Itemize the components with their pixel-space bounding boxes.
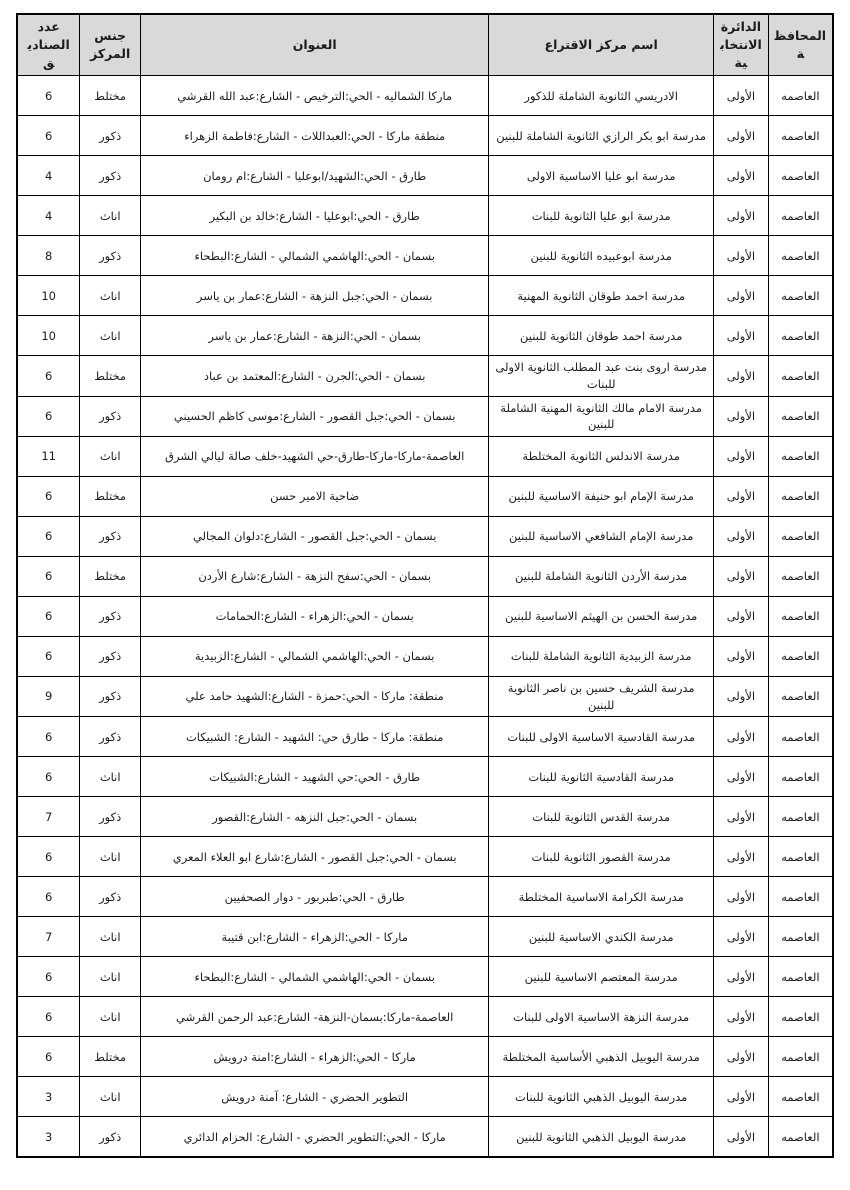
cell-boxes: 6 [17, 997, 80, 1037]
cell-address: بسمان - الحي:جبل القصور - الشارع:دلوان المجالي [141, 517, 489, 557]
cell-gender: ذكور [80, 396, 141, 436]
cell-center-name: مدرسة احمد طوقان الثانوية المهنية [489, 276, 714, 316]
cell-gender: اناث [80, 917, 141, 957]
cell-address: طارق - الحي:طبربور - دوار الصحفيين [141, 877, 489, 917]
cell-gender: مختلط [80, 477, 141, 517]
cell-gender: اناث [80, 837, 141, 877]
cell-address: العاصمة-ماركا-ماركا-طارق-حي الشهيد-خلف صالة ليالي الشرق [141, 437, 489, 477]
cell-center-name: الادريسي الثانوية الشاملة للذكور [489, 76, 714, 116]
cell-boxes: 7 [17, 797, 80, 837]
cell-boxes: 10 [17, 316, 80, 356]
cell-district: الأولى [714, 757, 769, 797]
cell-governorate: العاصمه [768, 116, 833, 156]
cell-center-name: مدرسة الكندي الاساسية للبنين [489, 917, 714, 957]
cell-district: الأولى [714, 557, 769, 597]
cell-governorate: العاصمه [768, 156, 833, 196]
table-row [17, 156, 833, 196]
cell-governorate: العاصمه [768, 597, 833, 637]
cell-governorate: العاصمه [768, 356, 833, 396]
cell-center-name: مدرسة الأردن الثانوية الشاملة للبنين [489, 557, 714, 597]
cell-gender: اناث [80, 757, 141, 797]
cell-gender: اناث [80, 276, 141, 316]
cell-governorate: العاصمه [768, 757, 833, 797]
cell-district: الأولى [714, 316, 769, 356]
cell-governorate: العاصمه [768, 196, 833, 236]
cell-district: الأولى [714, 396, 769, 436]
cell-district: الأولى [714, 437, 769, 477]
cell-district: الأولى [714, 837, 769, 877]
polling-centers-table [16, 13, 834, 1158]
cell-governorate: العاصمه [768, 917, 833, 957]
table-row [17, 877, 833, 917]
cell-district: الأولى [714, 997, 769, 1037]
header-row [17, 14, 833, 76]
cell-gender: ذكور [80, 637, 141, 677]
cell-gender: اناث [80, 196, 141, 236]
cell-address: منطقة: ماركا - طارق حي: الشهيد - الشارع: الشبيكات [141, 717, 489, 757]
cell-district: الأولى [714, 236, 769, 276]
cell-district: الأولى [714, 196, 769, 236]
cell-district: الأولى [714, 677, 769, 717]
cell-boxes: 6 [17, 116, 80, 156]
cell-address: بسمان - الحي:جبل القصور - الشارع:موسى كاظم الحسيني [141, 396, 489, 436]
column-header-address: العنوان [141, 14, 489, 76]
cell-center-name: مدرسة اليوبيل الذهبي الأساسية المختلطة [489, 1037, 714, 1077]
cell-address: بسمان - الحي:جبل النزهة - الشارع:عمار بن ياسر [141, 276, 489, 316]
table-row [17, 196, 833, 236]
cell-address: طارق - الحي:حي الشهيد - الشارع:الشبيكات [141, 757, 489, 797]
cell-center-name: مدرسة الإمام الشافعي الاساسية للبنين [489, 517, 714, 557]
column-header-boxes: عدد الصناديق [17, 14, 80, 76]
table-row [17, 1037, 833, 1077]
cell-gender: اناث [80, 997, 141, 1037]
cell-address: العاصمة-ماركا:بسمان-النزهة- الشارع:عبد الرحمن القرشي [141, 997, 489, 1037]
cell-address: التطوير الحضري - الشارع: آمنة درويش [141, 1077, 489, 1117]
cell-center-name: مدرسة اروى بنت عبد المطلب الثانوية الاولى للبنات [489, 356, 714, 396]
table-row [17, 477, 833, 517]
cell-center-name: مدرسة ابو بكر الرازي الثانوية الشاملة للبنين [489, 116, 714, 156]
table-row [17, 597, 833, 637]
cell-boxes: 6 [17, 557, 80, 597]
cell-address: بسمان - الحي:الهاشمي الشمالي - الشارع:البطحاء [141, 236, 489, 276]
column-header-district: الدائرة الانتخابية [714, 14, 769, 76]
cell-address: ضاحية الامير حسن [141, 477, 489, 517]
cell-governorate: العاصمه [768, 717, 833, 757]
cell-boxes: 6 [17, 76, 80, 116]
column-header-center-name: اسم مركز الاقتراع [489, 14, 714, 76]
table-row [17, 116, 833, 156]
cell-address: منطقة ماركا - الحي:العبداللات - الشارع:فاطمة الزهراء [141, 116, 489, 156]
cell-boxes: 6 [17, 877, 80, 917]
cell-center-name: مدرسة ابو عليا الاساسية الاولى [489, 156, 714, 196]
cell-center-name: مدرسة اليوبيل الذهبي الثانوية للبنات [489, 1077, 714, 1117]
cell-gender: ذكور [80, 517, 141, 557]
table-row [17, 356, 833, 396]
table-row [17, 917, 833, 957]
cell-address: بسمان - الحي:جبل القصور - الشارع:شارع ابو العلاء المعري [141, 837, 489, 877]
cell-boxes: 6 [17, 517, 80, 557]
cell-governorate: العاصمه [768, 877, 833, 917]
cell-boxes: 8 [17, 236, 80, 276]
cell-center-name: مدرسة القدس الثانوية للبنات [489, 797, 714, 837]
cell-center-name: مدرسة القادسية الثانوية للبنات [489, 757, 714, 797]
cell-gender: ذكور [80, 597, 141, 637]
cell-district: الأولى [714, 917, 769, 957]
cell-center-name: مدرسة ابو عليا الثانوية للبنات [489, 196, 714, 236]
cell-gender: مختلط [80, 1037, 141, 1077]
cell-district: الأولى [714, 1037, 769, 1077]
cell-district: الأولى [714, 597, 769, 637]
cell-boxes: 11 [17, 437, 80, 477]
cell-address: ماركا - الحي:التطوير الحضري - الشارع: الحزام الدائري [141, 1117, 489, 1158]
cell-address: بسمان - الحي:النزهة - الشارع:عمار بن ياسر [141, 316, 489, 356]
column-header-governorate: المحافظة [768, 14, 833, 76]
table-row [17, 997, 833, 1037]
cell-gender: ذكور [80, 797, 141, 837]
table-row [17, 677, 833, 717]
cell-boxes: 6 [17, 957, 80, 997]
cell-gender: ذكور [80, 717, 141, 757]
cell-address: ماركا - الحي:الزهراء - الشارع:ابن قتيبة [141, 917, 489, 957]
cell-governorate: العاصمه [768, 276, 833, 316]
cell-gender: مختلط [80, 356, 141, 396]
table-row [17, 557, 833, 597]
cell-governorate: العاصمه [768, 637, 833, 677]
cell-district: الأولى [714, 477, 769, 517]
table-row [17, 437, 833, 477]
cell-governorate: العاصمه [768, 957, 833, 997]
cell-center-name: مدرسة اليوبيل الذهبي الثانوية للبنين [489, 1117, 714, 1158]
cell-center-name: مدرسة الإمام ابو حنيفة الاساسية للبنين [489, 477, 714, 517]
cell-gender: مختلط [80, 557, 141, 597]
cell-boxes: 4 [17, 156, 80, 196]
cell-gender: اناث [80, 957, 141, 997]
table-row [17, 396, 833, 436]
cell-center-name: مدرسة النزهة الاساسية الاولى للبنات [489, 997, 714, 1037]
cell-governorate: العاصمه [768, 1037, 833, 1077]
table-header [17, 14, 833, 76]
cell-address: طارق - الحي:الشهيد/ابوعليا - الشارع:ام رومان [141, 156, 489, 196]
table-row [17, 837, 833, 877]
cell-district: الأولى [714, 1077, 769, 1117]
cell-district: الأولى [714, 156, 769, 196]
cell-governorate: العاصمه [768, 437, 833, 477]
table-row [17, 637, 833, 677]
cell-boxes: 6 [17, 757, 80, 797]
cell-district: الأولى [714, 877, 769, 917]
cell-gender: مختلط [80, 76, 141, 116]
cell-center-name: مدرسة الكرامة الاساسية المختلطة [489, 877, 714, 917]
cell-governorate: العاصمه [768, 517, 833, 557]
cell-governorate: العاصمه [768, 76, 833, 116]
cell-governorate: العاصمه [768, 677, 833, 717]
cell-governorate: العاصمه [768, 1077, 833, 1117]
cell-district: الأولى [714, 276, 769, 316]
table-row [17, 1077, 833, 1117]
cell-gender: ذكور [80, 877, 141, 917]
cell-district: الأولى [714, 717, 769, 757]
cell-center-name: مدرسة القصور الثانوية للبنات [489, 837, 714, 877]
column-header-gender: جنس المركز [80, 14, 141, 76]
cell-boxes: 6 [17, 356, 80, 396]
cell-boxes: 6 [17, 637, 80, 677]
cell-boxes: 6 [17, 477, 80, 517]
cell-gender: ذكور [80, 236, 141, 276]
table-row [17, 76, 833, 116]
cell-boxes: 4 [17, 196, 80, 236]
cell-address: منطقة: ماركا - الحي:حمزة - الشارع:الشهيد حامد علي [141, 677, 489, 717]
table-row [17, 757, 833, 797]
table-row [17, 236, 833, 276]
cell-center-name: مدرسة الحسن بن الهيثم الاساسية للبنين [489, 597, 714, 637]
table-row [17, 957, 833, 997]
cell-gender: ذكور [80, 1117, 141, 1158]
cell-center-name: مدرسة القادسية الاساسية الاولى للبنات [489, 717, 714, 757]
cell-governorate: العاصمه [768, 557, 833, 597]
cell-center-name: مدرسة احمد طوقان الثانوية للبنين [489, 316, 714, 356]
table-row [17, 797, 833, 837]
cell-gender: اناث [80, 316, 141, 356]
cell-address: بسمان - الحي:سفح النزهة - الشارع:شارع الأردن [141, 557, 489, 597]
cell-boxes: 3 [17, 1077, 80, 1117]
cell-boxes: 10 [17, 276, 80, 316]
cell-governorate: العاصمه [768, 477, 833, 517]
table-row [17, 1117, 833, 1158]
cell-center-name: مدرسة الزبيدية الثانوية الشاملة للبنات [489, 637, 714, 677]
cell-gender: ذكور [80, 156, 141, 196]
table-row [17, 316, 833, 356]
cell-district: الأولى [714, 797, 769, 837]
cell-governorate: العاصمه [768, 1117, 833, 1158]
cell-governorate: العاصمه [768, 797, 833, 837]
cell-gender: ذكور [80, 116, 141, 156]
cell-gender: اناث [80, 437, 141, 477]
table-row [17, 276, 833, 316]
cell-address: طارق - الحي:ابوعليا - الشارع:خالد بن البكير [141, 196, 489, 236]
cell-boxes: 6 [17, 837, 80, 877]
cell-boxes: 6 [17, 1037, 80, 1077]
cell-boxes: 6 [17, 396, 80, 436]
cell-center-name: مدرسة المعتصم الاساسية للبنين [489, 957, 714, 997]
cell-address: بسمان - الحي:جبل النزهه - الشارع:القصور [141, 797, 489, 837]
cell-district: الأولى [714, 76, 769, 116]
cell-governorate: العاصمه [768, 236, 833, 276]
table-body [17, 76, 833, 1158]
cell-boxes: 6 [17, 597, 80, 637]
cell-governorate: العاصمه [768, 837, 833, 877]
cell-center-name: مدرسة ابوعبيده الثانوية للبنين [489, 236, 714, 276]
cell-boxes: 7 [17, 917, 80, 957]
cell-center-name: مدرسة الاندلس الثانوية المختلطة [489, 437, 714, 477]
cell-address: ماركا الشماليه - الحي:الترخيص - الشارع:عبد الله القرشي [141, 76, 489, 116]
cell-center-name: مدرسة الشريف حسين بن ناصر الثانوية للبنين [489, 677, 714, 717]
cell-district: الأولى [714, 1117, 769, 1158]
cell-center-name: مدرسة الامام مالك الثانوية المهنية الشاملة للبنين [489, 396, 714, 436]
cell-governorate: العاصمه [768, 316, 833, 356]
cell-address: بسمان - الحي:الهاشمي الشمالي - الشارع:البطحاء [141, 957, 489, 997]
cell-boxes: 9 [17, 677, 80, 717]
table-row [17, 517, 833, 557]
cell-governorate: العاصمه [768, 396, 833, 436]
cell-address: بسمان - الحي:الهاشمي الشمالي - الشارع:الزبيدية [141, 637, 489, 677]
cell-district: الأولى [714, 517, 769, 557]
cell-gender: اناث [80, 1077, 141, 1117]
cell-address: ماركا - الحي:الزهراء - الشارع:امنة درويش [141, 1037, 489, 1077]
cell-district: الأولى [714, 957, 769, 997]
cell-address: بسمان - الحي:الزهراء - الشارع:الحمامات [141, 597, 489, 637]
cell-boxes: 6 [17, 717, 80, 757]
cell-governorate: العاصمه [768, 997, 833, 1037]
table-row [17, 717, 833, 757]
cell-address: بسمان - الحي:الجرن - الشارع:المعتمد بن عباد [141, 356, 489, 396]
cell-district: الأولى [714, 637, 769, 677]
cell-boxes: 3 [17, 1117, 80, 1158]
cell-gender: ذكور [80, 677, 141, 717]
cell-district: الأولى [714, 356, 769, 396]
cell-district: الأولى [714, 116, 769, 156]
